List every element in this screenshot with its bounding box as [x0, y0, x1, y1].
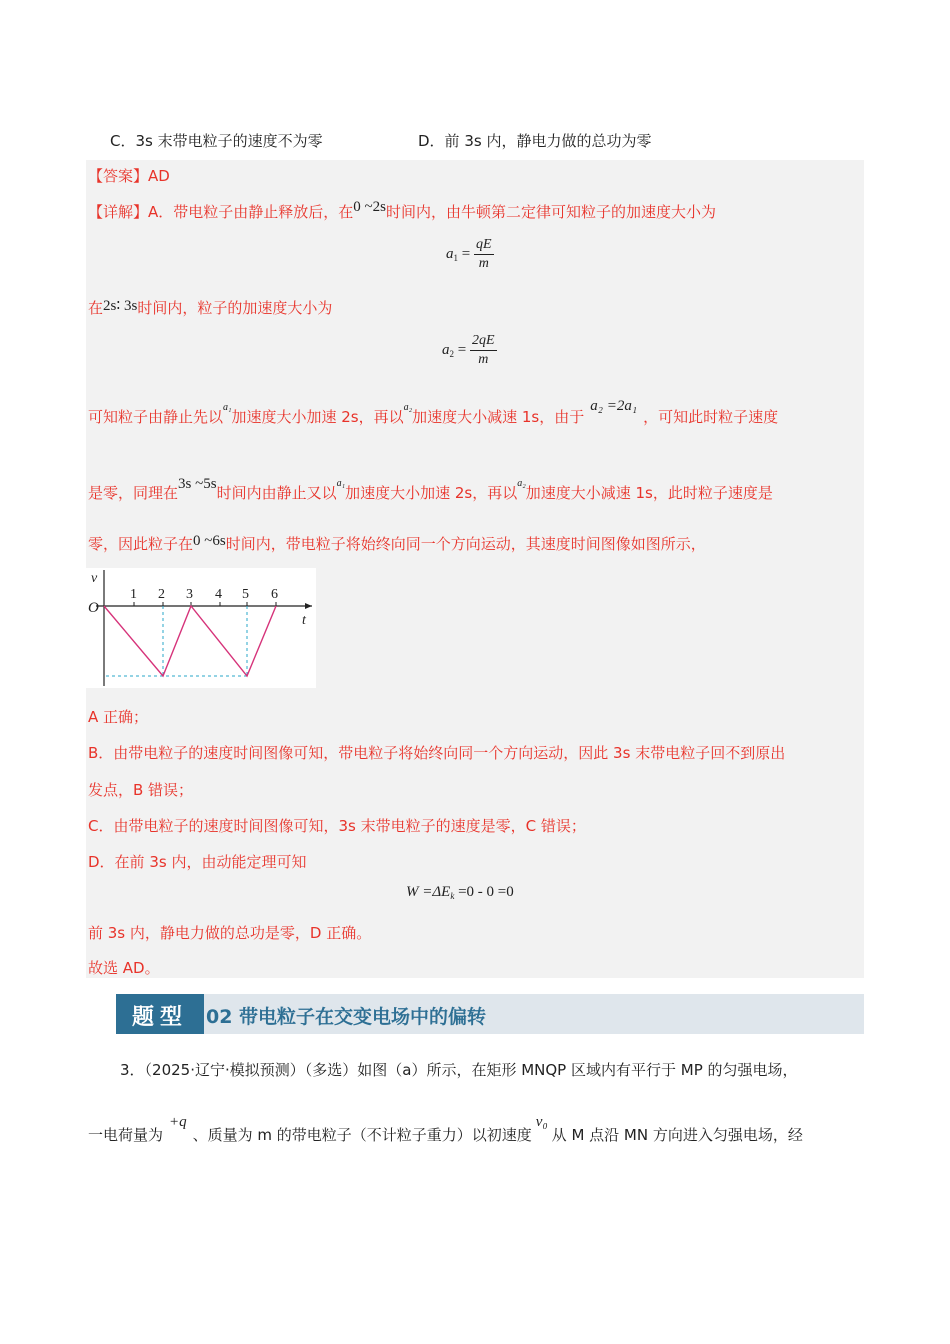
- explanation-line-5: [88, 533, 706, 556]
- velocity-time-graph: [86, 568, 316, 688]
- eq-text: W =ΔE: [406, 884, 451, 900]
- accel-symbol: a₁: [223, 402, 232, 413]
- option-d: D．前 3s 内，静电力做的总功为零: [418, 132, 652, 150]
- section-badge: [116, 994, 204, 1034]
- time-range: 2s∶ 3s: [103, 298, 138, 314]
- option-c: C．3s 末带电粒子的速度不为零: [110, 132, 323, 150]
- final-answer: 故选 AD。: [88, 959, 160, 977]
- explanation-text: 加速度大小减速 1s，由于: [412, 408, 585, 426]
- explanation-line-4: [88, 476, 773, 507]
- explanation-line-1: [88, 201, 716, 224]
- fraction-numerator: 2qE: [470, 332, 497, 351]
- explanation-text: 时间内，带电粒子将始终向同一个方向运动，其速度时间图像如图所示，: [225, 535, 706, 553]
- velocity-curve: [104, 606, 276, 676]
- eq-symbol: a: [446, 245, 454, 262]
- tick-label: 1: [130, 587, 137, 602]
- accel-symbol: a₁: [336, 478, 346, 489]
- inline-equation: a₂ =2a₁: [590, 398, 638, 414]
- question-3-line-1: 3．（2025·辽宁·模拟预测）（多选）如图（a）所示，在矩形 MNQP 区域内有平行于 MP 的匀强电场，: [120, 1061, 798, 1079]
- eq-text: =0 - 0 =0: [454, 884, 514, 900]
- b-line-2: 发点，B 错误；: [88, 781, 194, 799]
- fraction: [470, 332, 497, 369]
- question-3-line-2: [88, 1114, 803, 1147]
- velocity-symbol: v₀: [535, 1114, 548, 1130]
- origin-label: O: [88, 600, 99, 616]
- question-text: 、质量为 m 的带电粒子（不计粒子重力）以初速度: [192, 1126, 532, 1144]
- d-line: D．在前 3s 内，由动能定理可知: [88, 853, 307, 871]
- eq-symbol: a: [442, 341, 450, 358]
- equation-a2: $a_2$ = $\frac{2qE}{m}$: [442, 333, 495, 367]
- explanation-text: 零，因此粒子在: [88, 535, 194, 553]
- accel-symbol: a₂: [517, 478, 526, 489]
- explanation-text: 是零，同理在: [88, 484, 179, 502]
- explanation-text: 加速度大小减速 1s，此时粒子速度是: [525, 484, 773, 502]
- explanation-text: 加速度大小加速 2s，再以: [345, 484, 518, 502]
- explanation-text: A．带电粒子由静止释放后，在: [148, 203, 354, 221]
- answer-label: 【答案】AD: [88, 167, 170, 185]
- fraction-denominator: m: [478, 352, 489, 367]
- d-conclusion: 前 3s 内，静电力做的总功是零，D 正确。: [88, 924, 372, 942]
- charge-symbol: +q: [169, 1114, 187, 1130]
- tick-label: 2: [158, 587, 165, 602]
- accel-symbol: a₂: [403, 402, 413, 413]
- eq-subscript: 2: [449, 348, 454, 359]
- fraction-numerator: qE: [474, 236, 494, 255]
- explanation-line-2: [88, 297, 332, 320]
- tick-label: 4: [215, 587, 222, 602]
- equation-a1: $a_1$ = $\frac{qE}{m}$: [446, 237, 492, 271]
- fraction-denominator: m: [478, 256, 489, 271]
- explanation-text: 时间内，粒子的加速度大小为: [137, 299, 333, 317]
- explanation-text: 时间内由静止又以: [216, 484, 337, 502]
- tick-label: 3: [186, 587, 193, 602]
- eq-subscript: k: [450, 891, 455, 901]
- tick-label: 5: [242, 587, 249, 602]
- explanation-line-3: [88, 398, 779, 431]
- eq-subscript: 1: [453, 252, 458, 263]
- work-energy-equation: [406, 884, 514, 901]
- b-line-1: B．由带电粒子的速度时间图像可知，带电粒子将始终向同一个方向运动，因此 3s 末带电粒子回不到原出: [88, 744, 786, 762]
- x-axis-label: t: [302, 613, 306, 628]
- section-badge-text: 题型: [131, 1004, 188, 1030]
- question-text: 一电荷量为: [88, 1126, 164, 1144]
- tick-label: 6: [271, 587, 278, 602]
- x-axis-arrow: [305, 603, 312, 609]
- explanation-text: 可知粒子由静止先以: [88, 408, 224, 426]
- question-text: 从 M 点沿 MN 方向进入匀强电场，经: [551, 1126, 803, 1144]
- c-line: C．由带电粒子的速度时间图像可知，3s 末带电粒子的速度是零，C 错误；: [88, 817, 586, 835]
- explanation-text: ，可知此时粒子速度: [643, 408, 779, 426]
- time-range: 0 ~2s: [353, 199, 386, 215]
- section-title: 02 带电粒子在交变电场中的偏转: [206, 1006, 487, 1028]
- time-range: 3s ~5s: [178, 476, 217, 492]
- time-range: 0 ~6s: [193, 533, 226, 549]
- fraction: [474, 236, 494, 273]
- explanation-text: 加速度大小加速 2s，再以: [231, 408, 404, 426]
- a-correct: A 正确；: [88, 708, 149, 726]
- y-axis-label: v: [91, 571, 98, 586]
- explanation-text: 时间内，由牛顿第二定律可知粒子的加速度大小为: [385, 203, 716, 221]
- explanation-text: 在: [88, 299, 104, 317]
- explanation-head: 【详解】: [88, 203, 149, 221]
- graph-svg: [86, 568, 316, 688]
